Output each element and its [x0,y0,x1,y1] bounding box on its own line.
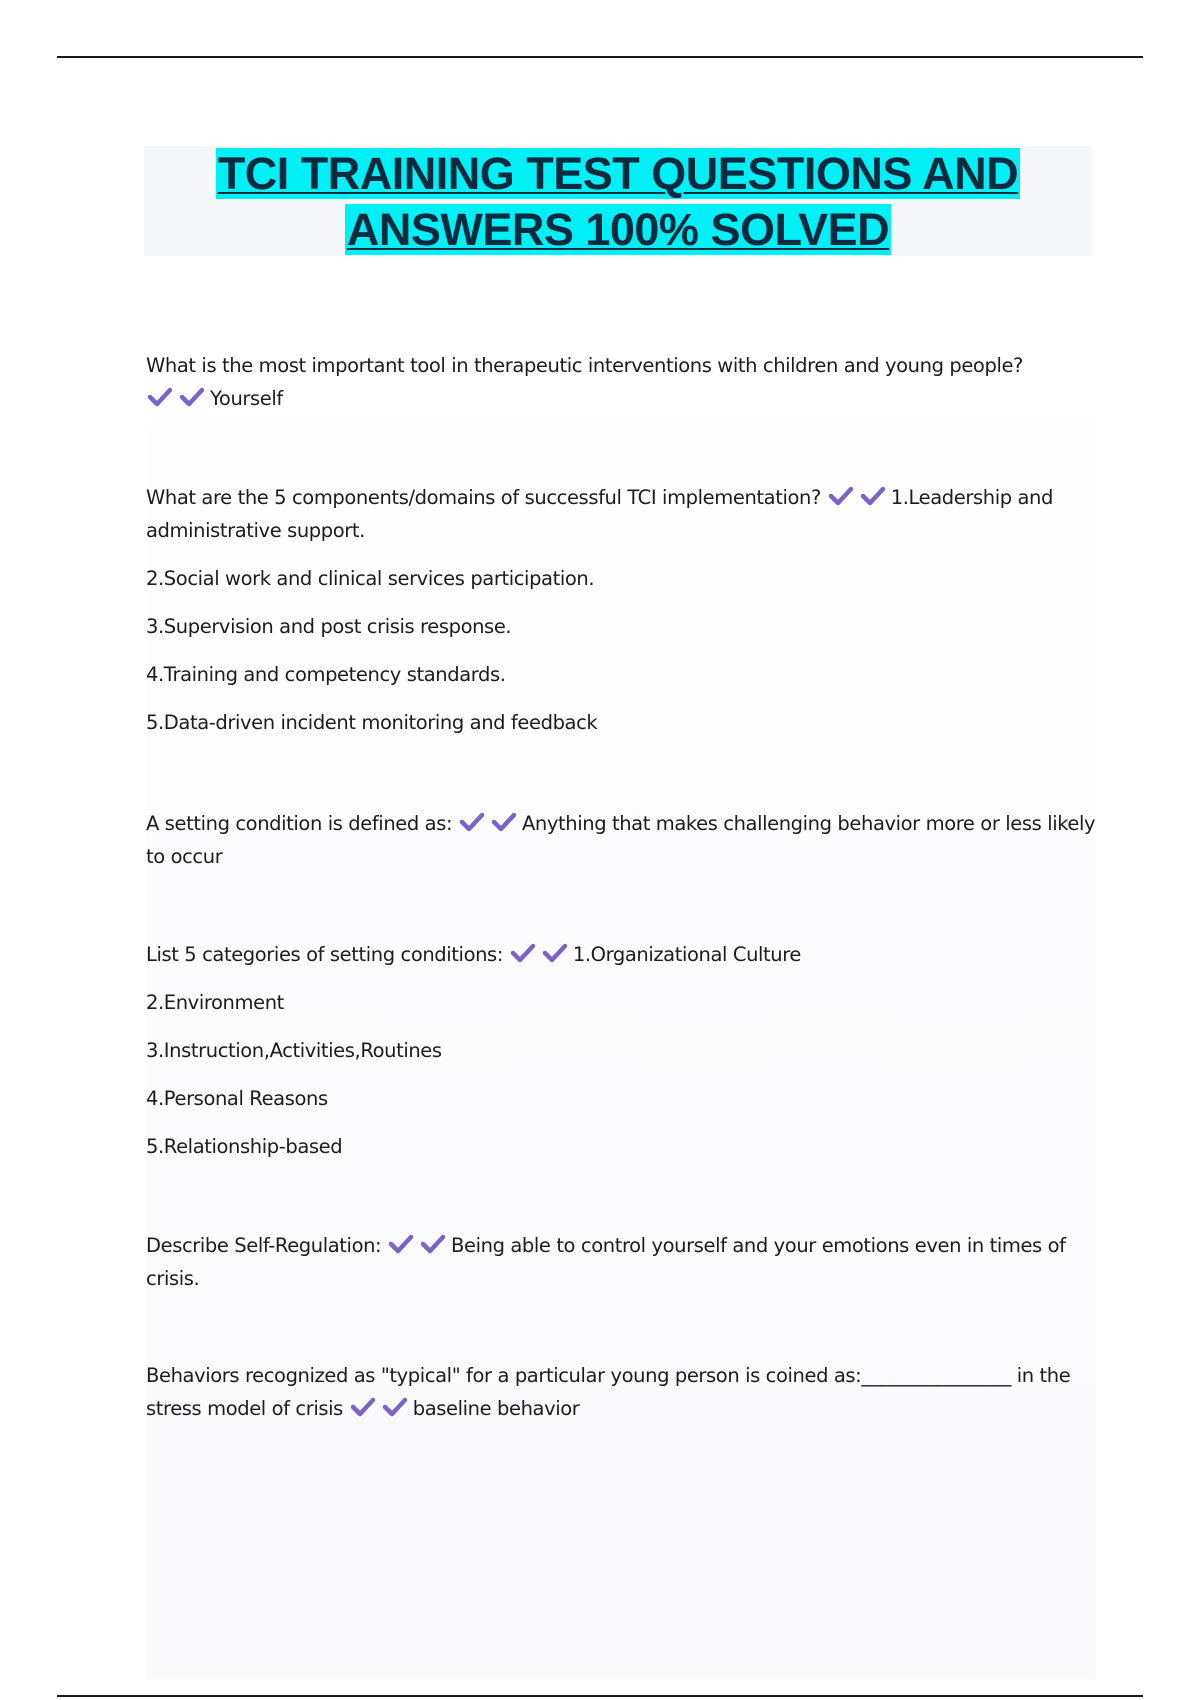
double-check-icon [458,812,522,835]
double-check-icon [509,943,573,966]
answer-list-item: 4.Training and competency standards. [146,663,506,686]
qa-item-1 [146,349,1096,430]
qa-paragraph [146,349,1096,415]
title-line-2: ANSWERS 100% SOLVED [346,204,890,255]
answer-list-item: 3.Instruction,Activities,Routines [146,1039,442,1062]
document-title [144,146,1092,256]
check-icon [509,942,537,964]
double-check-icon [349,1397,413,1420]
double-check-icon [387,1234,451,1257]
qa-content [146,349,1096,1679]
answer-list-item: 2.Environment [146,991,284,1014]
answer-list-item: 3.Supervision and post crisis response. [146,615,512,638]
check-icon [381,1396,409,1418]
qa-item-5 [146,1229,1096,1310]
check-icon [387,1233,415,1255]
question-text: A setting condition is defined as: [146,812,453,835]
check-icon [178,386,206,408]
check-icon [458,811,486,833]
answer-text: Being able to control yourself and your emotions even in times of crisis. [146,1234,1066,1290]
answer-text: 1.Leadership and administrative support. [146,486,1053,542]
qa-item-3 [146,807,1096,888]
check-icon [859,485,887,507]
question-text: Behaviors recognized as "typical" for a particular young person is coined as:________________ in the stress model of crisis [146,1364,1071,1420]
qa-item-4 [146,938,1096,1178]
qa-item-2 [146,481,1096,754]
question-text: What is the most important tool in therapeutic interventions with children and young people? [146,354,1024,377]
answer-text: 1.Organizational Culture [572,943,802,966]
qa-item-6 [146,1359,1096,1440]
qa-paragraph [146,481,1096,547]
answer-list-item: 5.Data-driven incident monitoring and feedback [146,711,598,734]
question-text: Describe Self-Regulation: [146,1234,382,1257]
qa-paragraph [146,807,1096,873]
check-icon [349,1396,377,1418]
answer-list-item: 2.Social work and clinical services participation. [146,567,595,590]
answer-text: Anything that makes challenging behavior more or less likely to occur [146,812,1096,868]
question-text: List 5 categories of setting conditions: [146,943,503,966]
check-icon [541,942,569,964]
top-rule [57,56,1143,58]
answer-text: Yourself [210,387,283,410]
answer-list-item: 5.Relationship-based [146,1135,343,1158]
bottom-rule [57,1695,1143,1697]
check-icon [490,811,518,833]
qa-paragraph [146,1229,1096,1295]
double-check-icon [146,387,210,410]
answer-list-item: 4.Personal Reasons [146,1087,328,1110]
title-line-1: TCI TRAINING TEST QUESTIONS AND [217,148,1019,199]
answer-text: baseline behavior [412,1397,580,1420]
check-icon [146,386,174,408]
qa-paragraph [146,1359,1096,1425]
check-icon [419,1233,447,1255]
double-check-icon [827,486,891,509]
qa-paragraph [146,938,1096,971]
check-icon [827,485,855,507]
question-text: What are the 5 components/domains of successful TCI implementation? [146,486,821,509]
